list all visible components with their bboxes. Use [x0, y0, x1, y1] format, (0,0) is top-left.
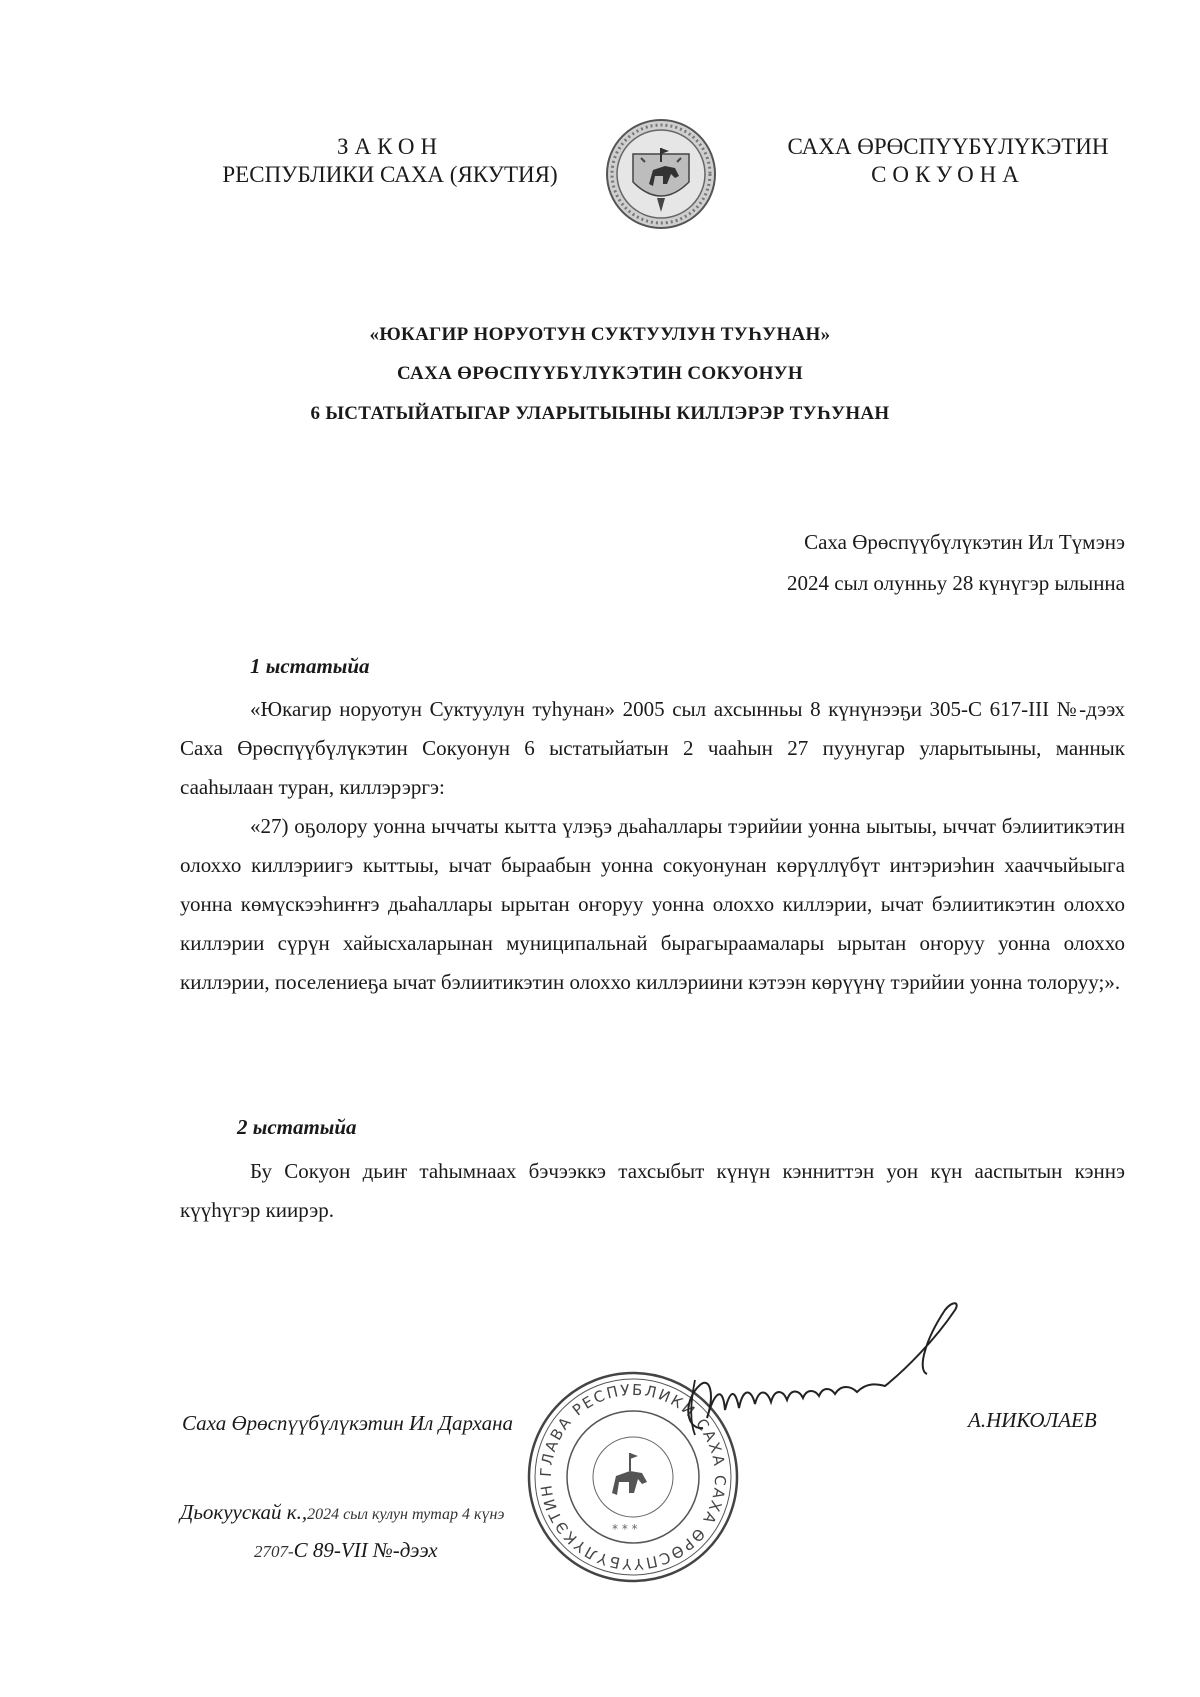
article1-paragraph2: «27) оҕолору уонна ыччаты кытта үлэҕэ дьаһаллары тэрийии уонна ыытыы, ыччат бэлиитикэтин олоххо киллэриигэ кыттыы, ычат быраабын уонна сокуонунан көрүллүбүт интэриэһин хааччыйыыга уонна көмүскээһиҥҥэ дьаһаллары ырытан оҥоруу уонна олоххо киллэрии, ычат бэлиитикэтин олоххо киллэрии сүрүн хайысхаларынан муниципальнай бырагыраамалары ырытан оҥоруу уонна олоххо киллэрии, поселениеҕа ычат бэлиитикэтин олоххо киллэриини кэтээн көрүүнү тэрийии уонна толоруу;».: [180, 814, 1125, 994]
adoption-date: 2024 сыл олунньу 28 күнүгэр ылынна: [787, 571, 1125, 595]
title-line2: САХА ӨРӨСПҮҮБҮЛҮКЭТИН СОКУОНУН: [396, 363, 803, 384]
article2-paragraph1: Бу Сокуон дьиҥ таһымнаах бэчээккэ тахсыбыт күнүн кэнниттэн уон күн ааспытын кэннэ күүһүгэр киирэр.: [180, 1159, 1125, 1222]
place-text: Дьокуускай к.,: [180, 1500, 308, 1524]
place-handwritten: 2024 сыл кулун тутар 4 күнэ: [307, 1506, 505, 1523]
handwritten-signature-icon: [655, 1300, 995, 1450]
number-label: [254, 1538, 438, 1563]
adoption-body: Саха Өрөспүүбүлүкэтин Ил Түмэнэ: [804, 530, 1125, 554]
header-right-line1: САХА ӨРӨСПҮҮБҮЛҮКЭТИН: [787, 134, 1109, 159]
header-left-line2: РЕСПУБЛИКИ САХА (ЯКУТИЯ): [222, 162, 558, 187]
title-line1: «ЮКАГИР НОРУОТУН СУКТУУЛУН ТУҺУНАН»: [369, 324, 831, 345]
place-label: [180, 1500, 504, 1525]
header-left-line1: ЗАКОН: [336, 134, 444, 159]
signatory-position: Саха Өрөспүүбүлүкэтин Ил Дархана: [182, 1411, 513, 1435]
signatory-name: А.НИКОЛАЕВ: [968, 1408, 1097, 1432]
article1-heading: 1 ыстатыйа: [250, 654, 370, 678]
svg-text:* * *: * * *: [612, 1522, 638, 1536]
number-text: С 89-VII №-дээх: [293, 1538, 438, 1562]
header-right-line2: СОКУОНА: [871, 162, 1025, 187]
article1-paragraph1: «Юкагир норуотун Суктуулун туһунан» 2005 сыл ахсынньы 8 күнүнээҕи 305-С 617-III №-дээх Саха Өрөспүүбүлүкэтин Сокуонун 6 ыстатыйатын 2 чааһын 27 пуунугар уларытыыны, маннык сааһылаан туран, киллэрэргэ:: [180, 697, 1125, 799]
sakha-coat-of-arms-icon: [605, 118, 717, 230]
article2-body: [180, 1152, 1125, 1230]
seal-text: ГЛАВА РЕСПУБЛИКИ САХА САХА ӨРӨСПҮҮБҮЛҮКЭТИН: [536, 1380, 730, 1574]
number-handwritten: 2707-: [254, 1542, 294, 1561]
article2-heading: 2 ыстатыйа: [237, 1115, 357, 1139]
article1-body: [180, 690, 1125, 1002]
title-line3: 6 ЫСТАТЫЙАТЫГАР УЛАРЫТЫЫНЫ КИЛЛЭРЭР ТУҺУНАН: [310, 403, 890, 424]
